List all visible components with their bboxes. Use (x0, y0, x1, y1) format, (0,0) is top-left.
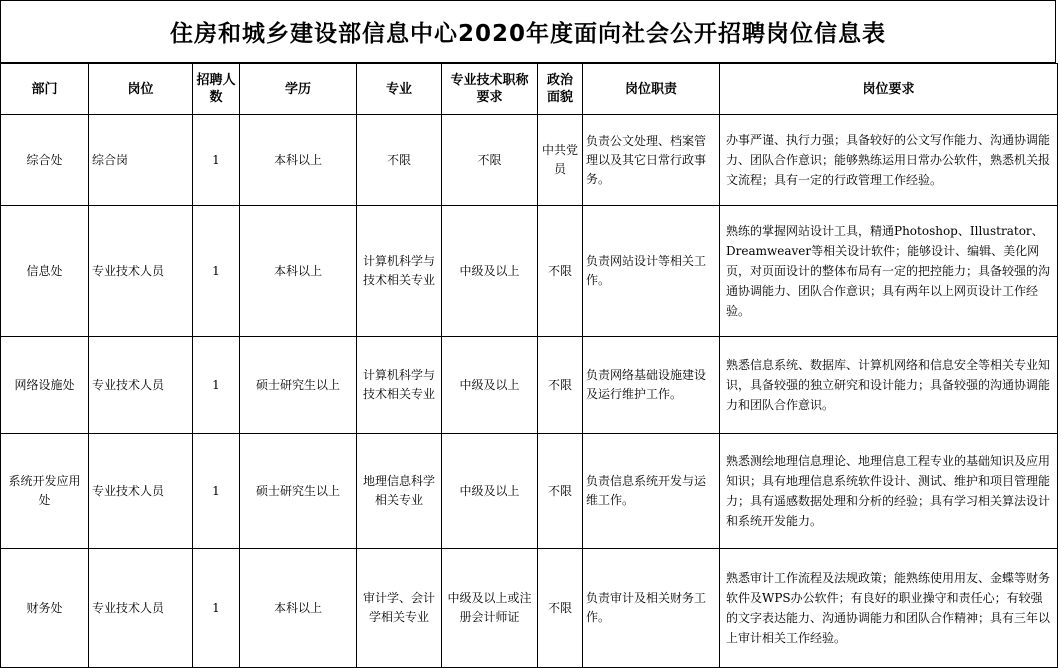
table-header-row (1, 64, 1058, 115)
cell-politics: 中共党员 (538, 115, 583, 206)
cell-count: 1 (193, 337, 240, 434)
cell-dept: 综合处 (1, 115, 89, 206)
cell-position: 综合岗 (89, 115, 193, 206)
cell-education: 本科以上 (240, 549, 357, 668)
header-dept: 部门 (1, 64, 89, 115)
cell-title-req: 中级及以上或注册会计师证 (442, 549, 538, 668)
cell-major: 计算机科学与技术相关专业 (357, 206, 442, 337)
cell-position: 专业技术人员 (89, 337, 193, 434)
cell-count: 1 (193, 434, 240, 549)
cell-dept: 信息处 (1, 206, 89, 337)
cell-position: 专业技术人员 (89, 434, 193, 549)
cell-major: 不限 (357, 115, 442, 206)
cell-education: 本科以上 (240, 115, 357, 206)
table-row (1, 115, 1058, 206)
cell-duty: 负责网络基础设施建设及运行维护工作。 (583, 337, 720, 434)
cell-title-req: 中级及以上 (442, 337, 538, 434)
cell-requirement: 办事严谨、执行力强；具备较好的公文写作能力、沟通协调能力、团队合作意识；能够熟练运用日常办公软件，熟悉机关报文流程；具有一定的行政管理工作经验。 (720, 115, 1058, 206)
header-title-req: 专业技术职称要求 (442, 64, 538, 115)
header-duty: 岗位职责 (583, 64, 720, 115)
cell-dept: 系统开发应用处 (1, 434, 89, 549)
cell-politics: 不限 (538, 549, 583, 668)
cell-major: 计算机科学与技术相关专业 (357, 337, 442, 434)
cell-title-req: 中级及以上 (442, 434, 538, 549)
cell-requirement: 熟悉审计工作流程及法规政策；能熟练使用用友、金蝶等财务软件及WPS办公软件；有良好的职业操守和责任心；有较强的文字表达能力、沟通协调能力和团队合作精神；具有三年以上审计相关工作经验。 (720, 549, 1058, 668)
cell-requirement: 熟悉信息系统、数据库、计算机网络和信息安全等相关专业知识，具备较强的独立研究和设计能力；具备较强的沟通协调能力和团队合作意识。 (720, 337, 1058, 434)
table-row (1, 206, 1058, 337)
header-major: 专业 (357, 64, 442, 115)
cell-education: 本科以上 (240, 206, 357, 337)
job-info-table (0, 63, 1058, 668)
header-count: 招聘人数 (193, 64, 240, 115)
cell-duty: 负责审计及相关财务工作。 (583, 549, 720, 668)
cell-count: 1 (193, 549, 240, 668)
cell-count: 1 (193, 206, 240, 337)
page-title: 住房和城乡建设部信息中心2020年度面向社会公开招聘岗位信息表 (0, 0, 1056, 63)
cell-politics: 不限 (538, 434, 583, 549)
cell-requirement: 熟练的掌握网站设计工具，精通Photoshop、Illustrator、Dreamweaver等相关设计软件；能够设计、编辑、美化网页，对页面设计的整体布局有一定的把控能力；具备较强的沟通协调能力、团队合作意识；具有两年以上网页设计工作经验。 (720, 206, 1058, 337)
cell-duty: 负责网站设计等相关工作。 (583, 206, 720, 337)
table-row (1, 549, 1058, 668)
header-education: 学历 (240, 64, 357, 115)
cell-politics: 不限 (538, 337, 583, 434)
header-politics: 政治面貌 (538, 64, 583, 115)
cell-education: 硕士研究生以上 (240, 337, 357, 434)
table-row (1, 337, 1058, 434)
cell-duty: 负责信息系统开发与运维工作。 (583, 434, 720, 549)
cell-duty: 负责公文处理、档案管理以及其它日常行政事务。 (583, 115, 720, 206)
cell-education: 硕士研究生以上 (240, 434, 357, 549)
cell-requirement: 熟悉测绘地理信息理论、地理信息工程专业的基础知识及应用知识；具有地理信息系统软件设计、测试、维护和项目管理能力；具有遥感数据处理和分析的经验；具有学习相关算法设计和系统开发能力。 (720, 434, 1058, 549)
cell-major: 地理信息科学相关专业 (357, 434, 442, 549)
cell-position: 专业技术人员 (89, 549, 193, 668)
cell-title-req: 中级及以上 (442, 206, 538, 337)
cell-position: 专业技术人员 (89, 206, 193, 337)
cell-politics: 不限 (538, 206, 583, 337)
cell-dept: 网络设施处 (1, 337, 89, 434)
cell-count: 1 (193, 115, 240, 206)
cell-title-req: 不限 (442, 115, 538, 206)
cell-dept: 财务处 (1, 549, 89, 668)
table-row (1, 434, 1058, 549)
cell-major: 审计学、会计学相关专业 (357, 549, 442, 668)
header-position: 岗位 (89, 64, 193, 115)
header-requirement: 岗位要求 (720, 64, 1058, 115)
